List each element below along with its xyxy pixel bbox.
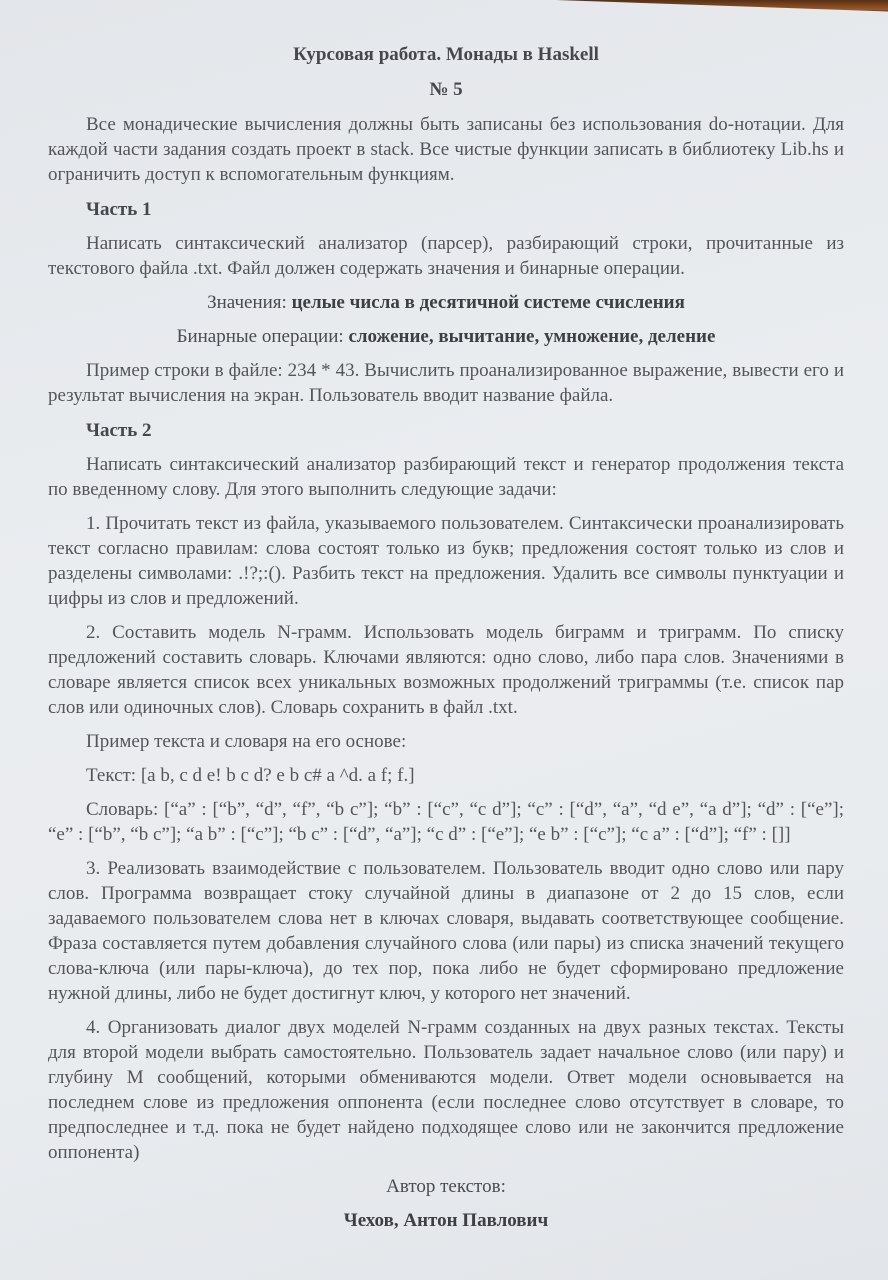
author-label: Автор текстов: bbox=[386, 1176, 506, 1197]
author-name: Чехов, Антон Павлович bbox=[343, 1210, 549, 1231]
part2-task-paragraph: Написать синтаксический анализатор разбирающий текст и генератор продолжения текста по введенному слову. Для этого выполнить следующие задачи: bbox=[48, 454, 844, 500]
part1-example-paragraph: Пример строки в файле: 234 * 43. Вычислить проанализированное выражение, вывести его и результат вычисления на экран. Пользователь вводит название файла. bbox=[48, 360, 844, 406]
operations-label: Бинарные операции: bbox=[176, 326, 349, 347]
part2-heading: Часть 2 bbox=[86, 420, 152, 441]
part2-item2: 2. Составить модель N-грамм. Использовать модель биграмм и триграмм. По списку предложений составить словарь. Ключами являются: одно слово, либо пара слов. Значениями в словаре является список всех уникальных возможных продолжений триграммы (т.е. список пар слов или одиночных слов). Словарь сохранить в файл .txt. bbox=[48, 622, 844, 718]
values-value: целые числа в десятичной системе счисления bbox=[291, 292, 685, 313]
variant-number: № 5 bbox=[429, 79, 463, 100]
dictionary-example: Словарь: [“a” : [“b”, “d”, “f”, “b c”]; “b” : [“c”, “c d”]; “c” : [“d”, “a”, “d e”, “a d”]; “d” : [“e”]; “e” : [“b”, “b c”]; “a b” : [“c”]; “b c” : [“d”, “a”]; “c d” : [“e”]; “e b” : [“c”]; “c a” : [“d”]; “f” : []] bbox=[48, 799, 844, 845]
part2-item3: 3. Реализовать взаимодействие с пользователем. Пользователь вводит одно слово или пару слов. Программа возвращает стоку случайной длины в диапазоне от 2 до 15 слов, если задаваемого пользователем слова нет в ключах словаря, выдавать соответствующее сообщение. Фраза составляется путем добавления случайного слова (или пары) из списка значений текущего слова-ключа (или пары-ключа), до тех пор, пока либо не будет сформировано предложение нужной длины, либо не будет достигнут ключ, у которого нет значений. bbox=[48, 858, 844, 1004]
operations-line bbox=[48, 324, 844, 349]
text-example: Текст: [a b, c d e! b c d? e b c# a ^d. a f; f.] bbox=[86, 765, 415, 786]
operations-value: сложение, вычитание, умножение, деление bbox=[348, 326, 716, 347]
part1-heading: Часть 1 bbox=[86, 199, 152, 220]
part1-task-paragraph: Написать синтаксический анализатор (парсер), разбирающий строки, прочитанные из текстового файла .txt. Файл должен содержать значения и бинарные операции. bbox=[48, 233, 844, 279]
document-title: Курсовая работа. Монады в Haskell bbox=[293, 44, 599, 65]
example-label: Пример текста и словаря на его основе: bbox=[86, 731, 407, 752]
part2-item4: 4. Организовать диалог двух моделей N-грамм созданных на двух разных текстах. Тексты для второй модели выбрать самостоятельно. Пользователь задает начальное слово (или пару) и глубину М сообщений, которыми обмениваются модели. Ответ модели основывается на последнем слове из предложения оппонента (если последнее слово отсутствует в словаре, то предпоследнее и т.д. пока не будет найдено подходящее слово или не закончится предложение оппонента) bbox=[48, 1017, 844, 1163]
values-label: Значения: bbox=[207, 292, 292, 313]
part2-item1: 1. Прочитать текст из файла, указываемого пользователем. Синтаксически проанализировать текст согласно правилам: слова состоят только из букв; предложения состоят только из слов и разделены символами: .!?;:(). Разбить текст на предложения. Удалить все символы пунктуации и цифры из слов и предложений. bbox=[48, 513, 844, 609]
intro-paragraph: Все монадические вычисления должны быть записаны без использования do-нотации. Для каждой части задания создать проект в stack. Все чистые функции записать в библиотеку Lib.hs и ограничить доступ к вспомогательным функциям. bbox=[48, 114, 844, 185]
values-line bbox=[48, 290, 844, 315]
